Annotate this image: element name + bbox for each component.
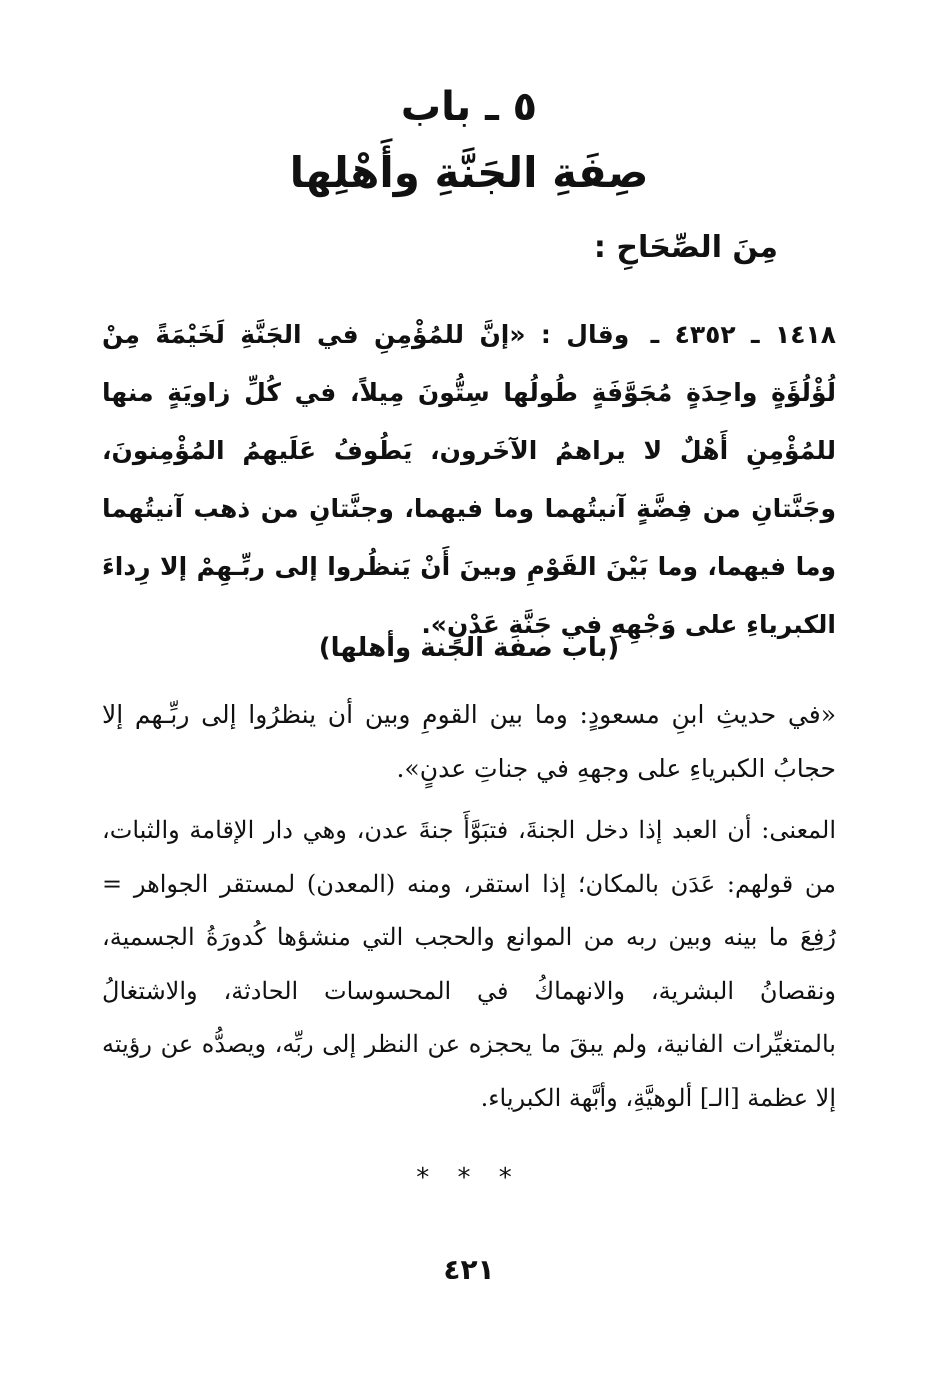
- hadith-paragraph: [102, 306, 836, 654]
- commentary-body: المعنى: أن العبد إذا دخل الجنةَ، فتبَوَّأَ جنةَ عدن، وهي دار الإقامة والثبات، من قولهم: عَدَن بالمكان؛ إذا استقر، ومنه (المعدن) لمستقر الجواهر = رُفِعَ ما بينه وبين ربه من الموانع والحجب التي منشؤها كُدورَةُ الجسمية، ونقصانُ البشرية، والانهماكُ في المحسوسات الحادثة، والاشتغالُ بالمتغيِّرات الفانية، ولم يبقَ ما يحجزه عن النظر إلى ربِّه، ويصدُّه عن رؤيته إلا عظمة [الـ] ألوهيَّةِ، وأبَّهة الكبرياء.: [102, 816, 836, 1112]
- page-number: ٤٢١: [443, 1253, 495, 1286]
- source-label: مِنَ الصِّحَاحِ :: [593, 230, 778, 265]
- hadith-number: ١٤١٨ ـ ٤٣٥٢ ـ: [650, 320, 837, 349]
- chapter-title: صِفَةِ الجَنَّةِ وأَهْلِها: [289, 148, 649, 197]
- section-separator: * * *: [416, 1163, 522, 1193]
- commentary-quote: «في حديثِ ابنِ مسعودٍ: وما بين القومِ وبين أن ينظرُوا إلى ربِّـهم إلا حجابُ الكبرياءِ على وجههِ في جناتِ عدنٍ».: [102, 700, 836, 783]
- chapter-heading: ٥ ـ باب: [400, 84, 538, 130]
- hadith-text: وقال : «إنَّ للمُؤْمِنِ في الجَنَّةِ لَخَيْمَةً مِنْ لُؤْلُؤَةٍ واحِدَةٍ مُجَوَّفَةٍ طُولُها سِتُّونَ مِيلاً، في كُلِّ زاويَةٍ منها للمُؤْمِنِ أَهْلٌ لا يراهمُ الآخَرون، يَطُوفُ عَلَيهمُ المُؤْمِنونَ، وجَنَّتانِ من فِضَّةٍ آنيتُهما وما فيهما، وجنَّتانِ من ذهب آنيتُهما وما فيهما، وما بَيْنَ القَوْمِ وبينَ أَنْ يَنظُروا إلى ربِّـهِمْ إلا رِداءَ الكبرياءِ على وَجْهِهِ في جَنَّةِ عَدْنٍ».: [102, 320, 836, 639]
- commentary-section-label: (باب صفة الجنة وأهلها): [318, 633, 620, 663]
